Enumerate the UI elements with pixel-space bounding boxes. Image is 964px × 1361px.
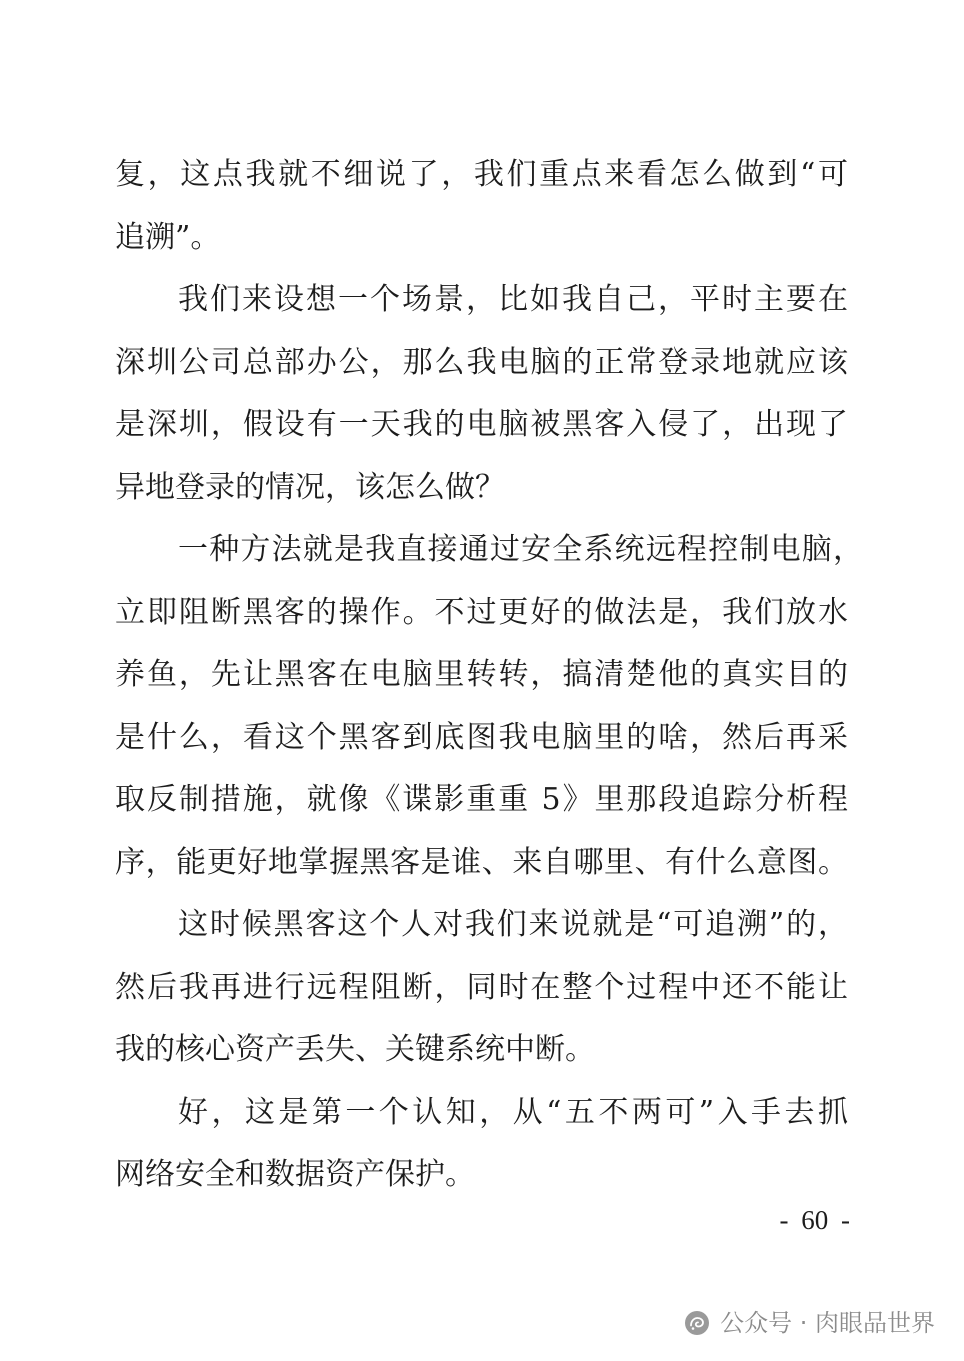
text-line: 我们来设想一个场景，比如我自己，平时主要在 — [178, 282, 848, 317]
text-line: 取反制措施，就像《谍影重重 5》里那段追踪分析程 — [115, 782, 848, 817]
paragraph — [115, 1082, 848, 1207]
paragraph — [115, 144, 848, 269]
text-line: 是什么，看这个黑客到底图我电脑里的啥，然后再采 — [115, 719, 848, 755]
page-number: - 60 - — [779, 1205, 850, 1235]
text-line: 我的核心资产丢失、关键系统中断。 — [115, 1032, 595, 1067]
text-line: 网络安全和数据资产保护。 — [115, 1157, 475, 1192]
text-line: 好，这是第一个认知，从“五不两可”入手去抓 — [178, 1094, 848, 1130]
text-line: 序，能更好地掌握黑客是谁、来自哪里、有什么意图。 — [115, 844, 848, 880]
wechat-icon — [684, 1310, 710, 1336]
text-line: 立即阻断黑客的操作。不过更好的做法是，我们放水 — [115, 594, 848, 630]
text-line: 一种方法就是我直接通过安全系统远程控制电脑， — [178, 532, 863, 567]
watermark — [684, 1307, 935, 1339]
text-line: 复，这点我就不细说了，我们重点来看怎么做到“可 — [115, 157, 848, 192]
text-line: 是深圳，假设有一天我的电脑被黑客入侵了，出现了 — [115, 407, 848, 442]
document-body — [115, 144, 863, 1207]
paragraph — [115, 894, 848, 1082]
text-line: 追溯”。 — [115, 219, 221, 255]
watermark-text: 公众号 · 肉眼品世界 — [720, 1309, 935, 1337]
text-line: 然后我再进行远程阻断，同时在整个过程中还不能让 — [115, 969, 848, 1005]
text-line: 异地登录的情况，该怎么做？ — [115, 469, 505, 505]
paragraph — [115, 269, 848, 519]
paragraph — [115, 519, 863, 894]
text-line: 这时候黑客这个人对我们来说就是“可追溯”的， — [178, 907, 848, 942]
text-line: 养鱼，先让黑客在电脑里转转，搞清楚他的真实目的 — [115, 657, 848, 692]
text-line: 深圳公司总部办公，那么我电脑的正常登录地就应该 — [115, 344, 848, 380]
